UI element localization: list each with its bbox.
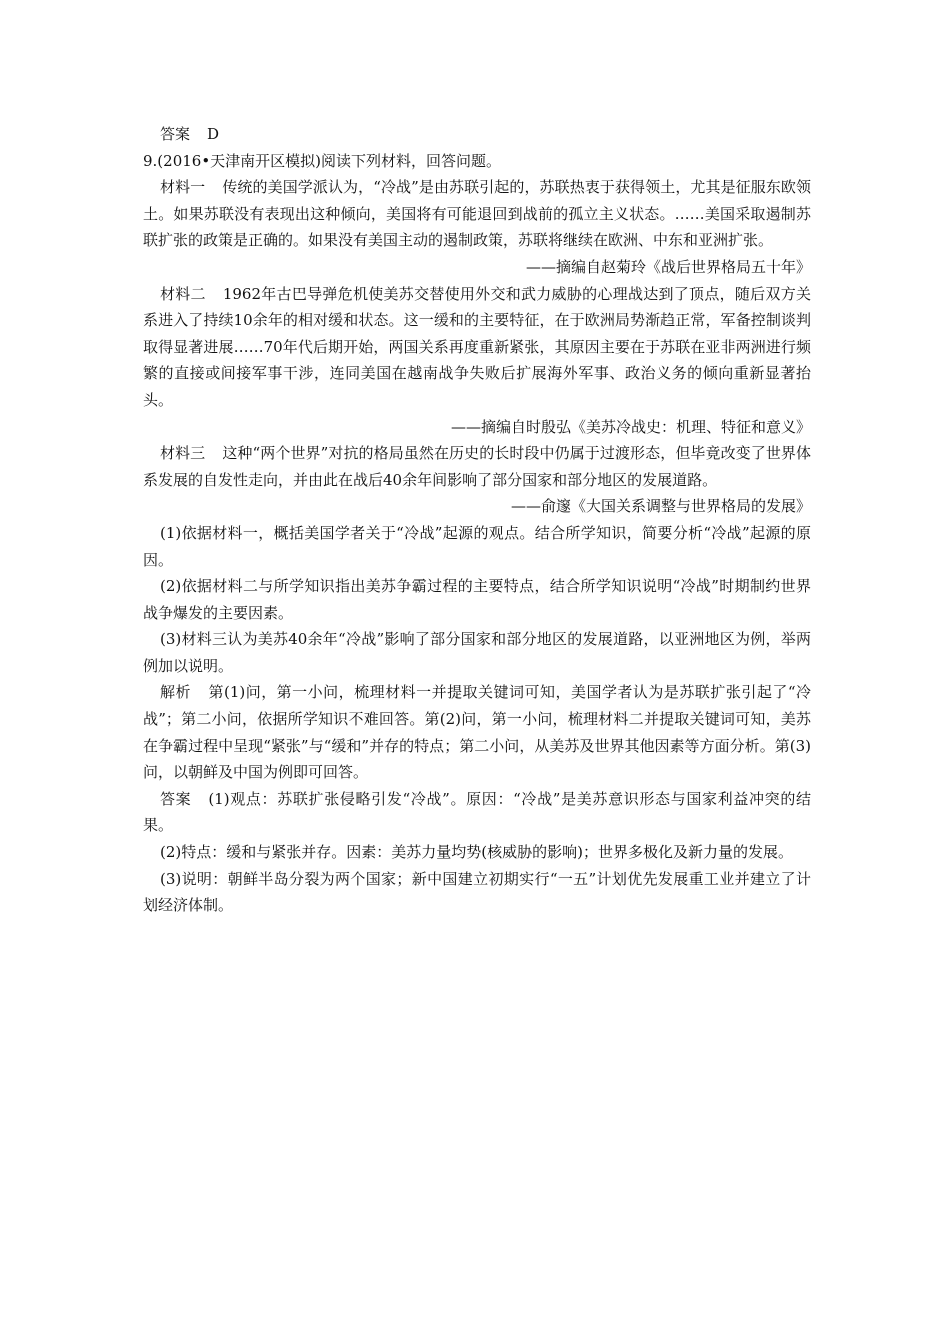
sub-question-1: (1)依据材料一，概括美国学者关于“冷战”起源的观点。结合所学知识，简要分析“冷战”起源的原因。	[143, 523, 811, 569]
sub-question-3: (3)材料三认为美苏40余年“冷战”影响了部分国家和部分地区的发展道路，以亚洲地区为例，举两例加以说明。	[143, 630, 811, 675]
material-three	[143, 440, 811, 493]
document-content	[143, 121, 811, 919]
answer-1-text: (1)观点：苏联扩张侵略引发“冷战”。原因：“冷战”是美苏意识形态与国家利益冲突的结果。	[143, 789, 811, 835]
answer-paragraph-3: (3)说明：朝鲜半岛分裂为两个国家；新中国建立初期实行“一五”计划优先发展重工业并建立了计划经济体制。	[143, 869, 811, 915]
material-one-text: 传统的美国学派认为，“冷战”是由苏联引起的，苏联热衷于获得领土，尤其是征服东欧领土。如果苏联没有表现出这种倾向，美国将有可能退回到战前的孤立主义状态。……美国采取遏制苏联扩张的政策是正确的。如果没有美国主动的遏制政策，苏联将继续在欧洲、中东和亚洲扩张。	[143, 178, 811, 250]
material-two	[143, 281, 811, 414]
previous-answer-label: 答案	[160, 125, 191, 143]
material-two-source: ——摘编自时殷弘《美苏冷战史：机理、特征和意义》	[450, 417, 811, 436]
analysis-paragraph	[143, 679, 811, 785]
answer-paragraph-2: (2)特点：缓和与紧张并存。因素：美苏力量均势(核威胁的影响)；世界多极化及新力量的发展。	[160, 843, 793, 862]
sub-question-2: (2)依据材料二与所学知识指出美苏争霸过程的主要特点，结合所学知识说明“冷战”时期制约世界战争爆发的主要因素。	[143, 577, 811, 622]
material-two-label: 材料二	[160, 284, 206, 303]
material-three-text: 这种“两个世界”对抗的格局虽然在历史的长时段中仍属于过渡形态，但毕竟改变了世界体系发展的自发性走向，并由此在战后40余年间影响了部分国家和部分地区的发展道路。	[143, 444, 811, 489]
answer-paragraph-1	[143, 786, 811, 839]
previous-answer-value: D	[207, 125, 220, 143]
previous-answer-line	[143, 121, 811, 148]
question-title: 9.(2016•天津南开区模拟)阅读下列材料，回答问题。	[143, 151, 502, 170]
answer-label: 答案	[160, 789, 192, 808]
analysis-label: 解析	[160, 683, 191, 702]
material-two-text: 1962年古巴导弹危机使美苏交替使用外交和武力威胁的心理战达到了顶点，随后双方关系进入了持续10余年的相对缓和状态。这一缓和的主要特征，在于欧洲局势渐趋正常，军备控制谈判取得显著进展……70年代后期开始，两国关系再度重新紧张，其原因主要在于苏联在亚非两洲进行频繁的直接或间接军事干涉，连同美国在越南战争失败后扩展海外军事、政治义务的倾向重新显著抬头。	[143, 284, 811, 409]
material-one	[143, 174, 811, 254]
material-three-source: ——俞邃《大国关系调整与世界格局的发展》	[510, 497, 811, 516]
material-one-label: 材料一	[160, 178, 206, 197]
material-one-source: ——摘编自赵菊玲《战后世界格局五十年》	[525, 257, 811, 276]
analysis-text: 第(1)问，第一小问，梳理材料一并提取关键词可知，美国学者认为是苏联扩张引起了“冷战”；第二小问，依据所学知识不难回答。第(2)问，第一小问，梳理材料二并提取关键词可知，美苏在争霸过程中呈现“紧张”与“缓和”并存的特点；第二小问，从美苏及世界其他因素等方面分析。第(3)问，以朝鲜及中国为例即可回答。	[143, 683, 811, 782]
material-three-label: 材料三	[160, 444, 206, 463]
